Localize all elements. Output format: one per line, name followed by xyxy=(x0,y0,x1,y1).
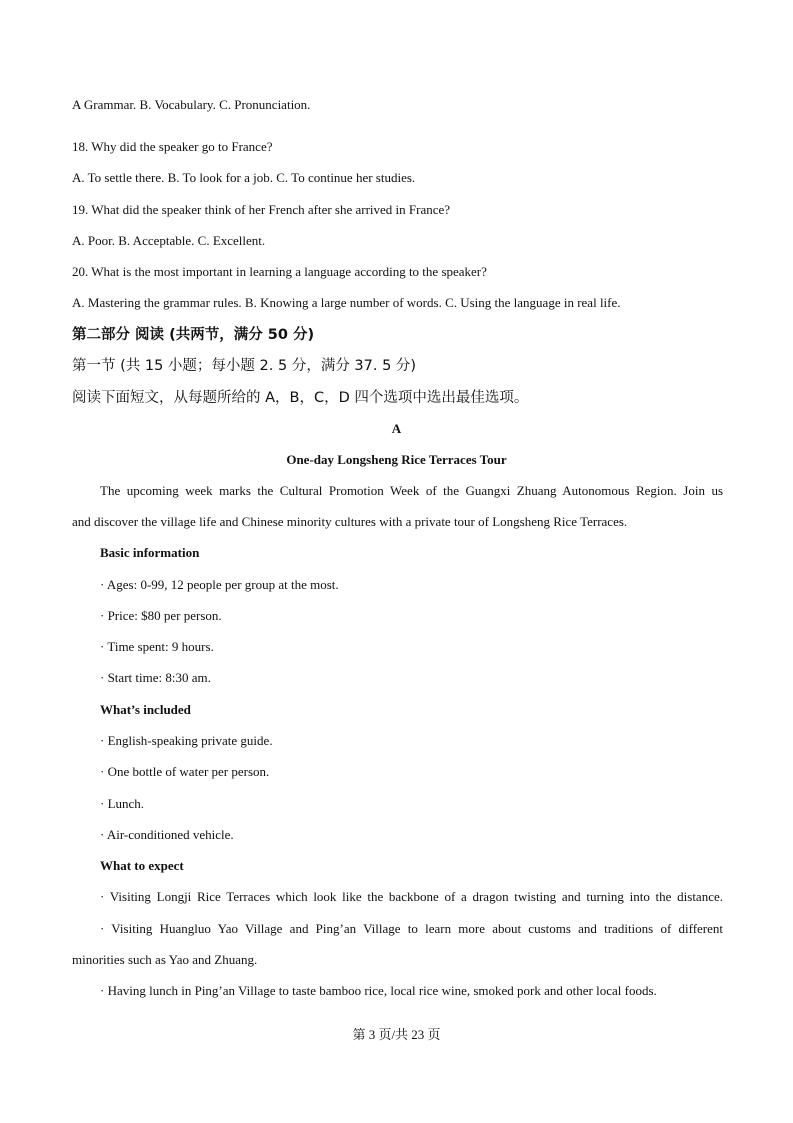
basic-item-start: · Start time: 8:30 am. xyxy=(100,670,211,685)
basic-info-heading: Basic information xyxy=(100,545,200,560)
expect-heading: What to expect xyxy=(100,858,184,873)
passage-letter: A xyxy=(391,421,402,436)
expect-item-villages: · Visiting Huangluo Yao Village and Ping’an Village to learn more about customs and traditions of different xyxy=(100,921,723,936)
included-item-guide: · English-speaking private guide. xyxy=(100,733,273,748)
intro-line-2: and discover the village life and Chinese minority cultures with a private tour of Longsheng Rice Terraces. xyxy=(72,514,628,529)
q17-options: A Grammar. B. Vocabulary. C. Pronunciation. xyxy=(72,97,311,112)
q18-question: 18. Why did the speaker go to France? xyxy=(72,139,273,154)
expect-item-terraces: · Visiting Longji Rice Terraces which look like the backbone of a dragon twisting and turning into the distance. xyxy=(100,889,723,904)
page-number: 第 3 页/共 23 页 xyxy=(352,1027,441,1042)
part2-heading: 第二部分 阅读 (共两节，满分 50 分) xyxy=(72,327,315,343)
basic-item-price: · Price: $80 per person. xyxy=(100,608,222,623)
section1-heading: 第一节 (共 15 小题；每小题 2. 5 分，满分 37. 5 分) xyxy=(72,358,417,374)
basic-item-time: · Time spent: 9 hours. xyxy=(100,639,214,654)
q19-question: 19. What did the speaker think of her French after she arrived in France? xyxy=(72,202,451,217)
q18-options: A. To settle there. B. To look for a job. C. To continue her studies. xyxy=(72,170,416,185)
q19-options: A. Poor. B. Acceptable. C. Excellent. xyxy=(72,233,266,248)
passage-title: One-day Longsheng Rice Terraces Tour xyxy=(286,452,507,467)
included-item-vehicle: · Air-conditioned vehicle. xyxy=(100,827,234,842)
expect-item-lunch: · Having lunch in Ping’an Village to taste bamboo rice, local rice wine, smoked pork and other local foods. xyxy=(100,983,657,998)
expect-item-villages-cont: minorities such as Yao and Zhuang. xyxy=(72,952,258,967)
q20-options: A. Mastering the grammar rules. B. Knowing a large number of words. C. Using the language in real life. xyxy=(72,295,621,310)
reading-instruction: 阅读下面短文，从每题所给的 A，B，C，D 四个选项中选出最佳选项。 xyxy=(72,390,529,406)
included-item-water: · One bottle of water per person. xyxy=(100,764,270,779)
intro-line-1: The upcoming week marks the Cultural Promotion Week of the Guangxi Zhuang Autonomous Region. Join us xyxy=(100,483,723,498)
included-item-lunch: · Lunch. xyxy=(100,796,145,811)
basic-item-ages: · Ages: 0-99, 12 people per group at the most. xyxy=(100,577,339,592)
q20-question: 20. What is the most important in learning a language according to the speaker? xyxy=(72,264,487,279)
included-heading: What’s included xyxy=(100,702,191,717)
